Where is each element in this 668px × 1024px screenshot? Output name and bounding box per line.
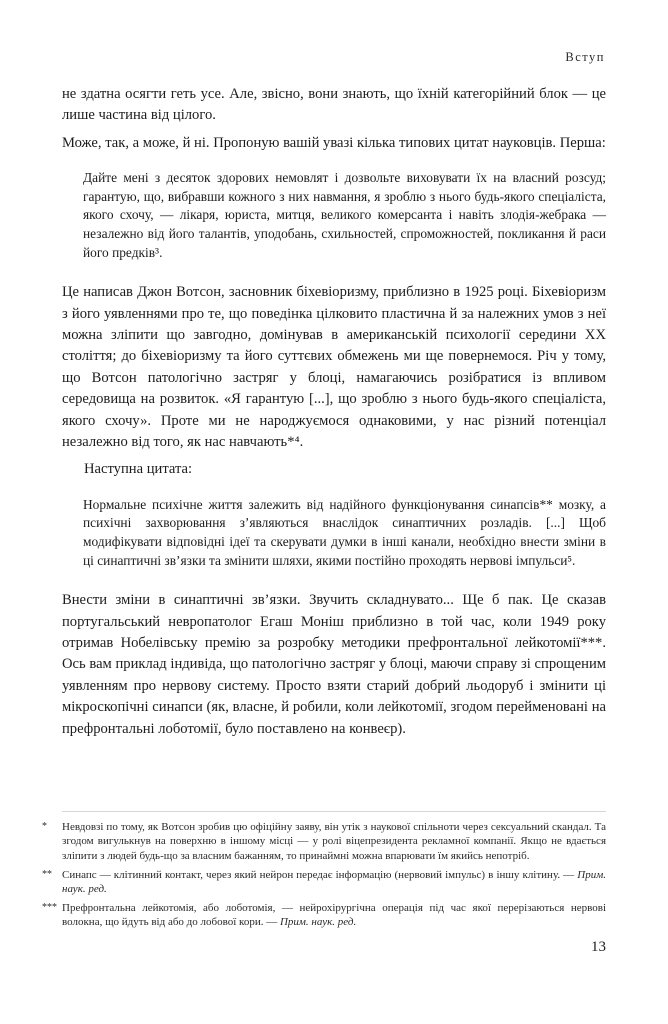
page-content [62, 84, 606, 746]
footnote-divider [62, 811, 606, 812]
footnote-marker: *** [42, 901, 57, 913]
footnote-text: Синапс — клітинний контакт, через який нейрон передає інформацію (нервовий імпульс) в іншу клітину. — [62, 868, 578, 881]
footnote-marker: ** [42, 868, 52, 880]
paragraph: Наступна цитата: [84, 461, 193, 478]
footnotes-section [42, 811, 606, 934]
footnote-source: Прим. наук. ред. [62, 868, 606, 896]
footnote-marker: * [42, 820, 47, 832]
page-number: 13 [591, 939, 606, 955]
footnote-text: Префронтальна лейкотомія, або лоботомія, — нейрохірургічна операція під час якої перерізаються нервові волокна, що йдуть від або до лобової кори. — [62, 901, 606, 929]
paragraph: Може, так, а може, й ні. Пропоную вашій увазі кілька типових цитат науковців. Перша: [62, 134, 606, 151]
footnote [42, 868, 606, 897]
block-quote-moniz: Нормальне психічне життя залежить від надійного функціонування синапсів** мозку, а психічні захворювання з’являються внаслідок синаптичних розладів. [...] Щоб модифікувати відповідні ідеї та скерувати думки в інші канали, необхідно внести зміни в ці синаптичні зв’язки та змінити шляхи, якими постійно проходять нервові імпульси⁵. [83, 496, 606, 568]
footnote-source: Прим. наук. ред. [279, 916, 357, 929]
paragraph: Це написав Джон Вотсон, засновник біхевіоризму, приблизно в 1925 році. Біхевіоризм з його уявленнями про те, що поведінка цілковито пластична й за належних умов з неї можна зліпити що завгодно, домінував в американській психології середини XX століття; до біхевіоризму та його суттєвих обмежень ми ще повернемося. Річ у тому, що Вотсон патологічно застряг у блоці, намагаючись розібратися із впливом середовища на розвиток. «Я гарантую [...], що зроблю з нього будь-якого спеціаліста, якого схочу». Проте ми не народжуємося однаковими, у нас різний потенціал незалежно від того, як нас навчають*⁴. [62, 284, 606, 451]
paragraph-continuation: не здатна осягти геть усе. Але, звісно, вони знають, що їхній категорійний блок — це лише частина від цілого. [62, 86, 606, 124]
footnote-text: Невдовзі по тому, як Вотсон зробив цю офіційну заяву, він утік з наукової спільноти через сексуальний скандал. Та згодом вигулькнув на поверхню в іншому місці — у ролі віцепрезидента рекламної компанії. Якщо не вдається зліпити з людей будь-що за власним бажанням, то принаймні можна впарювати їм якийсь непотріб. [62, 820, 606, 863]
block-quote-watson: Дайте мені з десяток здорових немовлят і дозвольте виховувати їх на власний розсуд; гарантую, що, вибравши кожного з них навмання, я зроблю з нього будь-якого спеціаліста, якого схочу, — лікаря, юриста, митця, великого комерсанта і навіть злодія-жебрака — незалежно від його талантів, уподобань, схильностей, спроможностей, покликання й раси його предків³. [83, 170, 606, 260]
footnote [42, 901, 606, 930]
paragraph: Внести зміни в синаптичні зв’язки. Звучить складнувато... Ще б пак. Це сказав португальський невропатолог Егаш Моніш приблизно в той час, коли 1949 року отримав Нобелівську премію за розробку методики префронтальної лейкотомії***. Ось вам приклад індивіда, що патологічно застряг у блоці, маючи справу зі спрощеним уявленням про нервову систему. Просто взяти старий добрий льодоруб і змінити ці мікроскопічні синапси (як, власне, й робили, коли лейкотомії, згодом перейменовані на префронтальні лоботомії, було поставлено на конвеєр). [62, 592, 606, 737]
running-head: Вступ [565, 50, 605, 64]
footnote [42, 820, 606, 864]
